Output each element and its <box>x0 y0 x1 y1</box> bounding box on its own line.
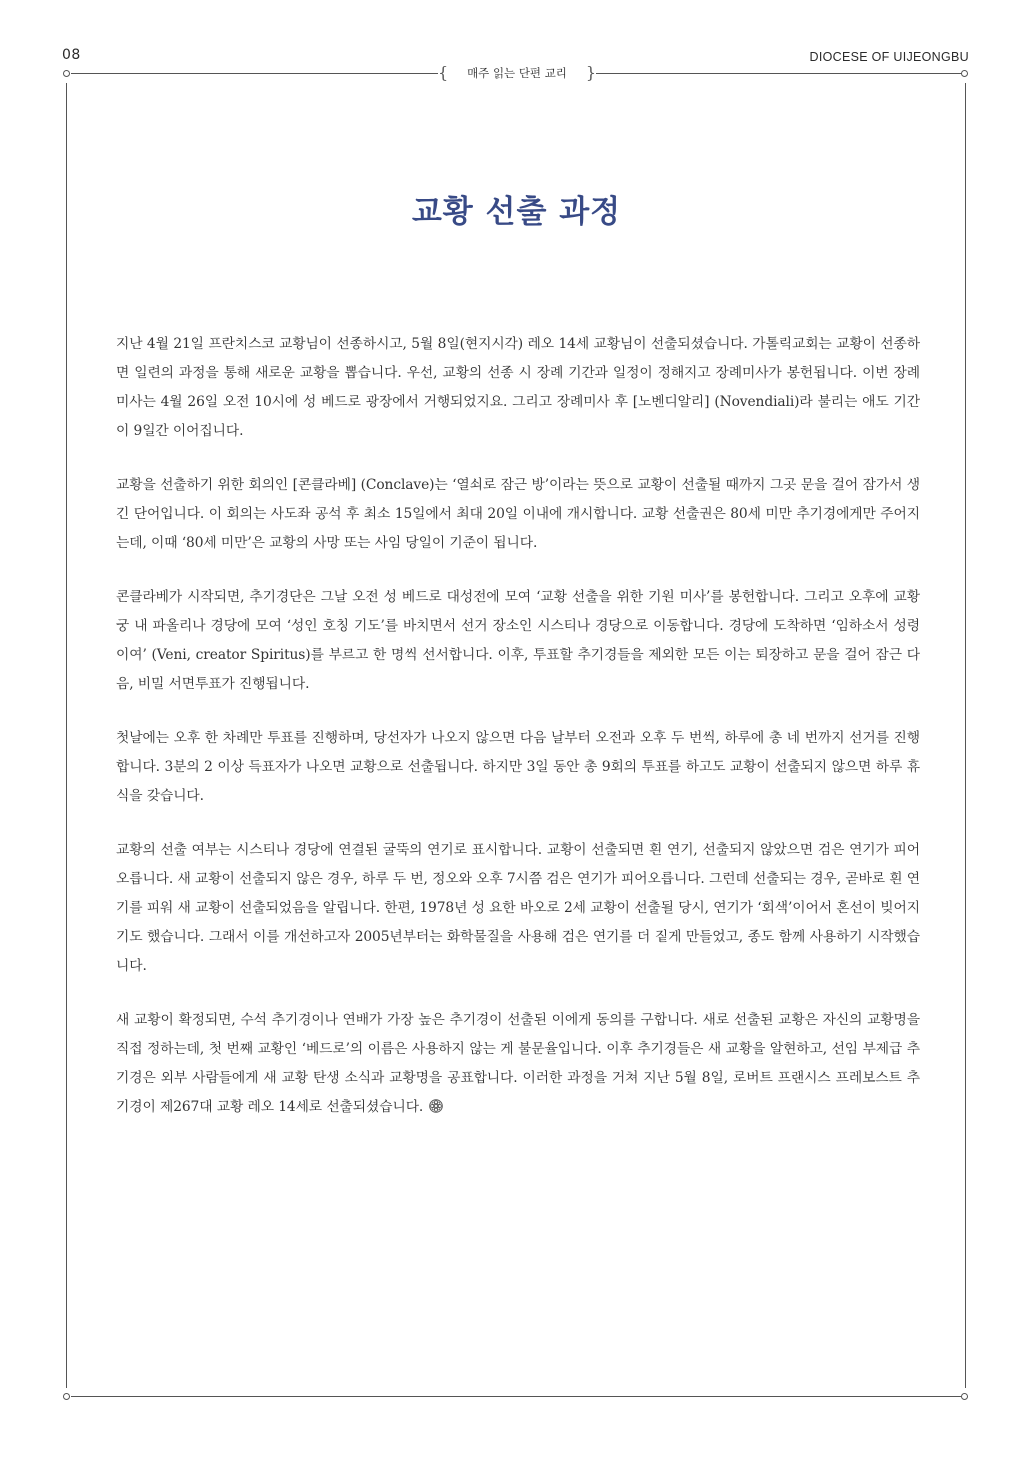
brace-left: { <box>438 63 449 82</box>
footer-rule <box>71 1396 961 1397</box>
series-title: 매주 읽는 단편 교리 <box>467 66 567 80</box>
header-rule-right <box>596 73 962 74</box>
brace-right: } <box>585 63 596 82</box>
frame-right <box>965 83 966 1388</box>
page-number: 08 <box>62 47 81 63</box>
corner-ring-top-right <box>961 70 968 77</box>
frame-left <box>66 83 67 1388</box>
paragraph-3: 콘클라베가 시작되면, 추기경단은 그날 오전 성 베드로 대성전에 모여 ‘교황 선출을 위한 기원 미사’를 봉헌합니다. 그리고 오후에 교황궁 내 파올리나 경당에 모여 ‘성인 호칭 기도’를 바치면서 선거 장소인 시스티나 경당으로 이동합니다. 경당에 도착하면 ‘임하소서 성령이여’ (Veni, creator Spiritus)를 부르고 한 명씩 선서합니다. 이후, 투표할 추기경들을 제외한 모든 이는 퇴장하고 문을 걸어 잠근 다음, 비밀 서면투표가 진행됩니다. <box>116 589 920 692</box>
paragraph-2: 교황을 선출하기 위한 회의인 [콘클라베] (Conclave)는 ‘열쇠로 잠근 방’이라는 뜻으로 교황이 선출될 때까지 그곳 문을 걸어 잠가서 생긴 단어입니다. 이 회의는 사도좌 공석 후 최소 15일에서 최대 20일 이내에 개시합니다. 교황 선출권은 80세 미만 추기경에게만 주어지는데, 이때 ‘80세 미만’은 교황의 사망 또는 사임 당일이 기준이 됩니다. <box>116 477 920 551</box>
header-rule-left <box>71 73 438 74</box>
paragraph-5: 교황의 선출 여부는 시스티나 경당에 연결된 굴뚝의 연기로 표시합니다. 교황이 선출되면 흰 연기, 선출되지 않았으면 검은 연기가 피어오릅니다. 새 교황이 선출되지 않은 경우, 하루 두 번, 정오와 오후 7시쯤 검은 연기가 피어오릅니다. 그런데 선출되는 경우, 곧바로 흰 연기를 피워 새 교황이 선출되었음을 알립니다. 한편, 1978년 성 요한 바오로 2세 교황이 선출될 당시, 연기가 ‘회색’이어서 혼선이 빚어지기도 했습니다. 그래서 이를 개선하고자 2005년부터는 화학물질을 사용해 검은 연기를 더 짙게 만들었고, 종도 함께 사용하기 시작했습니다. <box>116 842 920 974</box>
corner-ring-top-left <box>63 70 70 77</box>
article-title: 교황 선출 과정 <box>411 194 622 230</box>
paragraph-6-text: 새 교황이 확정되면, 수석 추기경이나 연배가 가장 높은 추기경이 선출된 이에게 동의를 구합니다. 새로 선출된 교황은 자신의 교황명을 직접 정하는데, 첫 번째 교황인 ‘베드로’의 이름은 사용하지 않는 게 불문율입니다. 이후 추기경들은 새 교황을 알현하고, 선임 부제급 추기경은 외부 사람들에게 새 교황 탄생 소식과 교황명을 공표합니다. 이러한 과정을 거쳐 지난 5월 8일, 로버트 프랜시스 프레보스트 추기경이 제267대 교황 레오 14세로 선출되셨습니다. <box>116 1012 920 1115</box>
paragraph-6 <box>116 1006 920 1122</box>
paragraph-4: 첫날에는 오후 한 차례만 투표를 진행하며, 당선자가 나오지 않으면 다음 날부터 오전과 오후 두 번씩, 하루에 총 네 번까지 선거를 진행합니다. 3분의 2 이상 득표자가 나오면 교황으로 선출됩니다. 하지만 3일 동안 총 9회의 투표를 하고도 교황이 선출되지 않으면 하루 휴식을 갖습니다. <box>116 730 920 804</box>
paragraph-1: 지난 4월 21일 프란치스코 교황님이 선종하시고, 5월 8일(현지시각) 레오 14세 교황님이 선출되셨습니다. 가톨릭교회는 교황이 선종하면 일련의 과정을 통해 새로운 교황을 뽑습니다. 우선, 교황의 선종 시 장례 기간과 일정이 정해지고 장례미사가 봉헌됩니다. 이번 장례미사는 4월 26일 오전 10시에 성 베드로 광장에서 거행되었지요. 그리고 장례미사 후 [노벤디알리] (Novendiali)라 불리는 애도 기간이 9일간 이어집니다. <box>116 336 920 439</box>
article-body <box>116 330 920 1147</box>
diocese-name: DIOCESE OF UIJEONGBU <box>809 50 969 64</box>
corner-ring-bottom-left <box>63 1393 70 1400</box>
series-label <box>438 63 596 83</box>
corner-ring-bottom-right <box>961 1393 968 1400</box>
rosette-end-icon <box>429 1099 443 1113</box>
